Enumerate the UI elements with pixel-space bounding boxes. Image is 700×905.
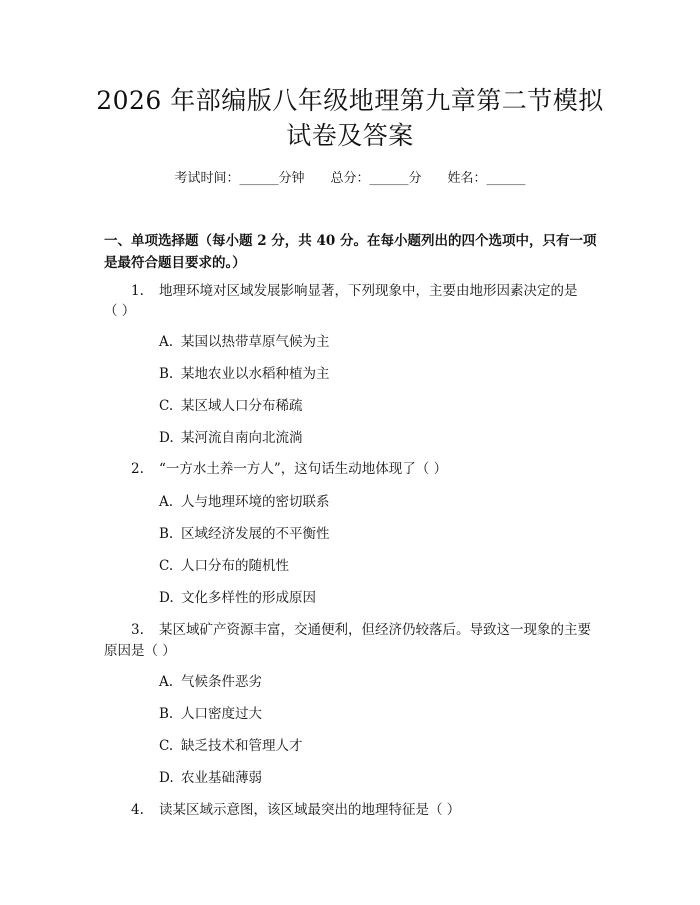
option-text: 某地农业以水稻种植为主 bbox=[181, 366, 330, 382]
option-text: 某河流自南向北流淌 bbox=[181, 430, 303, 446]
option-a bbox=[159, 332, 330, 352]
option-b bbox=[159, 524, 330, 544]
option-text: 文化多样性的形成原因 bbox=[181, 590, 316, 606]
option-a bbox=[159, 672, 262, 692]
option-letter: C. bbox=[159, 738, 174, 754]
option-d bbox=[159, 428, 303, 448]
question-number: 1. bbox=[131, 283, 144, 299]
option-letter: D. bbox=[159, 590, 174, 606]
page-title-continued: 试卷及答案 bbox=[286, 121, 414, 150]
question-number: 3. bbox=[131, 622, 144, 638]
option-text: 农业基础薄弱 bbox=[181, 770, 262, 786]
question-number: 2. bbox=[131, 461, 144, 477]
option-letter: B. bbox=[159, 366, 174, 382]
option-letter: A. bbox=[159, 494, 174, 510]
exam-info bbox=[0, 170, 700, 188]
option-letter: A. bbox=[159, 334, 174, 350]
option-text: 人与地理环境的密切联系 bbox=[181, 494, 330, 510]
question-number: 4. bbox=[131, 802, 144, 818]
option-a bbox=[159, 492, 330, 512]
question-text-continued: （ ） bbox=[104, 303, 136, 319]
option-text: 人口分布的随机性 bbox=[181, 558, 289, 574]
option-text: 某国以热带草原气候为主 bbox=[181, 334, 330, 350]
option-letter: C. bbox=[159, 558, 174, 574]
option-letter: A. bbox=[159, 674, 174, 690]
option-b bbox=[159, 364, 330, 384]
option-text: 人口密度过大 bbox=[181, 706, 262, 722]
question-text: “一方水土养一方人”，这句话生动地体现了（ ） bbox=[159, 461, 448, 477]
option-letter: C. bbox=[159, 398, 174, 414]
option-b bbox=[159, 704, 262, 724]
option-text: 气候条件恶劣 bbox=[181, 674, 262, 690]
section-heading bbox=[104, 230, 604, 274]
section-heading-line: 一、单项选择题（每小题 2 分，共 40 分。在每小题列出的四个选项中，只有一项 bbox=[104, 233, 597, 249]
option-letter: D. bbox=[159, 770, 174, 786]
question-text-continued: 原因是（ ） bbox=[104, 643, 176, 659]
option-letter: B. bbox=[159, 526, 174, 542]
option-text: 缺乏技术和管理人才 bbox=[181, 738, 303, 754]
question-text: 某区域矿产资源丰富，交通便利，但经济仍较落后。导致这一现象的主要 bbox=[159, 622, 591, 638]
option-text: 区域经济发展的不平衡性 bbox=[181, 526, 330, 542]
option-c bbox=[159, 396, 303, 416]
option-c bbox=[159, 736, 303, 756]
option-c bbox=[159, 556, 289, 576]
question-text: 地理环境对区域发展影响显著，下列现象中，主要由地形因素决定的是 bbox=[159, 283, 578, 299]
option-d bbox=[159, 768, 262, 788]
total-score-field: 总分：______分 bbox=[330, 171, 422, 186]
section-heading-line: 是最符合题目要求的。） bbox=[104, 255, 246, 271]
page-title: 2026 年部编版八年级地理第九章第二节模拟 bbox=[96, 86, 604, 115]
option-d bbox=[159, 588, 316, 608]
question-text: 读某区域示意图，该区域最突出的地理特征是（ ） bbox=[159, 802, 461, 818]
option-letter: D. bbox=[159, 430, 174, 446]
option-text: 某区域人口分布稀疏 bbox=[181, 398, 303, 414]
student-name-field: 姓名：______ bbox=[447, 171, 526, 186]
exam-time-field: 考试时间：______分钟 bbox=[174, 171, 305, 186]
option-letter: B. bbox=[159, 706, 174, 722]
